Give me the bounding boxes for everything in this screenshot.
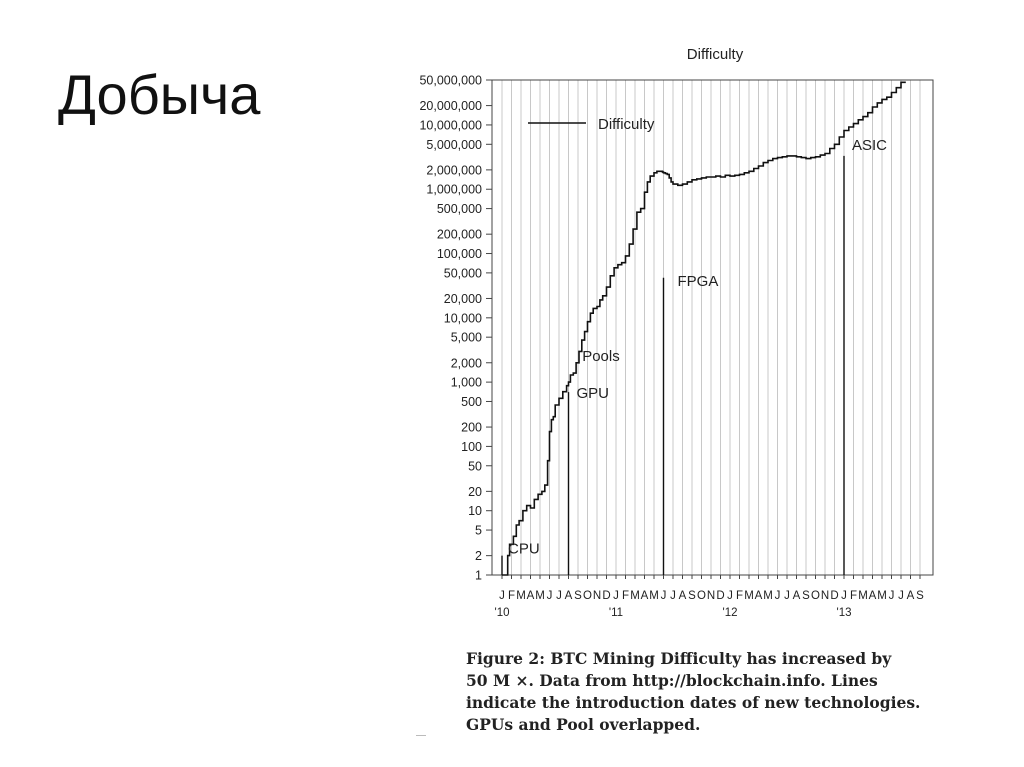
caption-line: Figure 2: BTC Mining Difficulty has increased by <box>466 649 892 668</box>
x-tick-label: J <box>888 590 895 602</box>
gridlines <box>502 80 920 575</box>
slide-title: Добыча <box>58 63 261 126</box>
x-tick-label: D <box>602 590 611 602</box>
x-tick-label: F <box>507 590 516 602</box>
x-tick-label: F <box>621 590 630 602</box>
x-tick-label: S <box>574 590 582 602</box>
y-tick-label: 10,000,000 <box>419 118 482 133</box>
x-tick-label: S <box>688 590 696 602</box>
y-tick-label: 50,000 <box>443 266 482 281</box>
x-tick-label: J <box>499 590 505 602</box>
x-year-label: '11 <box>608 607 624 619</box>
x-tick-label: J <box>727 590 733 602</box>
x-tick-label: A <box>868 590 877 602</box>
divider <box>416 735 426 736</box>
y-tick-label: 100,000 <box>436 247 482 262</box>
y-tick-label: 5,000,000 <box>426 137 482 152</box>
legend <box>528 116 655 133</box>
x-tick-label: N <box>706 590 716 602</box>
y-tick-label: 200 <box>461 420 482 435</box>
y-tick-label: 1 <box>475 568 482 583</box>
y-tick-label: 500,000 <box>436 202 482 217</box>
x-tick-label: O <box>697 590 706 602</box>
x-tick-label: M <box>649 590 659 602</box>
caption-line: indicate the introduction dates of new technologies. <box>466 693 921 712</box>
x-tick-label: S <box>916 590 924 602</box>
x-tick-label: J <box>670 590 676 602</box>
annotation-fpga: FPGA <box>677 272 719 290</box>
x-tick-label: A <box>754 590 763 602</box>
x-tick-label: N <box>592 590 602 602</box>
y-tick-label: 1,000,000 <box>426 182 482 197</box>
annotation-pools: Pools <box>582 347 620 365</box>
x-tick-label: O <box>811 590 820 602</box>
y-tick-label: 2 <box>475 549 482 564</box>
legend-entry: Difficulty <box>598 116 655 133</box>
x-tick-label: D <box>830 590 839 602</box>
x-tick-label: D <box>716 590 725 602</box>
x-tick-label: M <box>516 590 526 602</box>
figure-caption <box>466 648 956 736</box>
x-tick-label: M <box>744 590 754 602</box>
y-tick-label: 20 <box>468 484 482 499</box>
y-tick-label: 2,000 <box>450 356 482 371</box>
chart-title: Difficulty <box>686 46 744 63</box>
x-tick-label: M <box>630 590 640 602</box>
annotation-cpu: CPU <box>508 540 540 558</box>
y-axis <box>419 74 492 583</box>
x-tick-label: J <box>841 590 847 602</box>
x-tick-label: M <box>877 590 887 602</box>
x-tick-label: M <box>858 590 868 602</box>
x-tick-label: A <box>640 590 649 602</box>
y-tick-label: 500 <box>461 394 482 409</box>
y-tick-label: 5,000 <box>450 330 482 345</box>
x-tick-label: J <box>774 590 781 602</box>
x-tick-label: N <box>820 590 830 602</box>
annotations <box>508 137 887 558</box>
x-tick-label: A <box>906 590 915 602</box>
y-tick-label: 20,000,000 <box>419 99 482 114</box>
annotation-asic: ASIC <box>852 136 888 154</box>
y-tick-label: 50 <box>468 459 482 474</box>
plot-frame <box>492 80 933 575</box>
caption-line: GPUs and Pool overlapped. <box>466 715 701 734</box>
x-year-label: '12 <box>722 607 738 619</box>
y-tick-label: 10 <box>468 504 482 519</box>
x-tick-label: M <box>763 590 773 602</box>
y-tick-label: 200,000 <box>436 227 482 242</box>
x-tick-label: F <box>849 590 858 602</box>
x-tick-label: O <box>583 590 592 602</box>
y-tick-label: 5 <box>475 523 482 538</box>
y-tick-label: 2,000,000 <box>426 163 482 178</box>
y-tick-label: 20,000 <box>443 291 482 306</box>
x-tick-label: A <box>792 590 801 602</box>
y-tick-label: 10,000 <box>443 311 482 326</box>
caption-line: 50 M ×. Data from http://blockchain.info. Lines <box>466 671 878 690</box>
x-tick-label: J <box>898 590 904 602</box>
y-tick-label: 100 <box>461 439 482 454</box>
y-tick-label: 1,000 <box>450 375 482 390</box>
x-tick-label: A <box>678 590 687 602</box>
difficulty-series-line <box>502 82 906 575</box>
x-tick-label: S <box>802 590 810 602</box>
x-tick-label: J <box>613 590 619 602</box>
x-tick-label: J <box>784 590 790 602</box>
x-tick-label: M <box>535 590 545 602</box>
x-axis <box>495 575 925 619</box>
x-tick-label: A <box>564 590 573 602</box>
x-year-label: '13 <box>836 607 852 619</box>
x-tick-label: J <box>546 590 553 602</box>
x-tick-label: J <box>660 590 667 602</box>
y-tick-label: 50,000,000 <box>419 73 482 88</box>
x-tick-label: J <box>556 590 562 602</box>
x-tick-label: F <box>735 590 744 602</box>
x-tick-label: A <box>526 590 535 602</box>
annotation-gpu: GPU <box>576 385 610 403</box>
x-year-label: '10 <box>494 607 510 619</box>
